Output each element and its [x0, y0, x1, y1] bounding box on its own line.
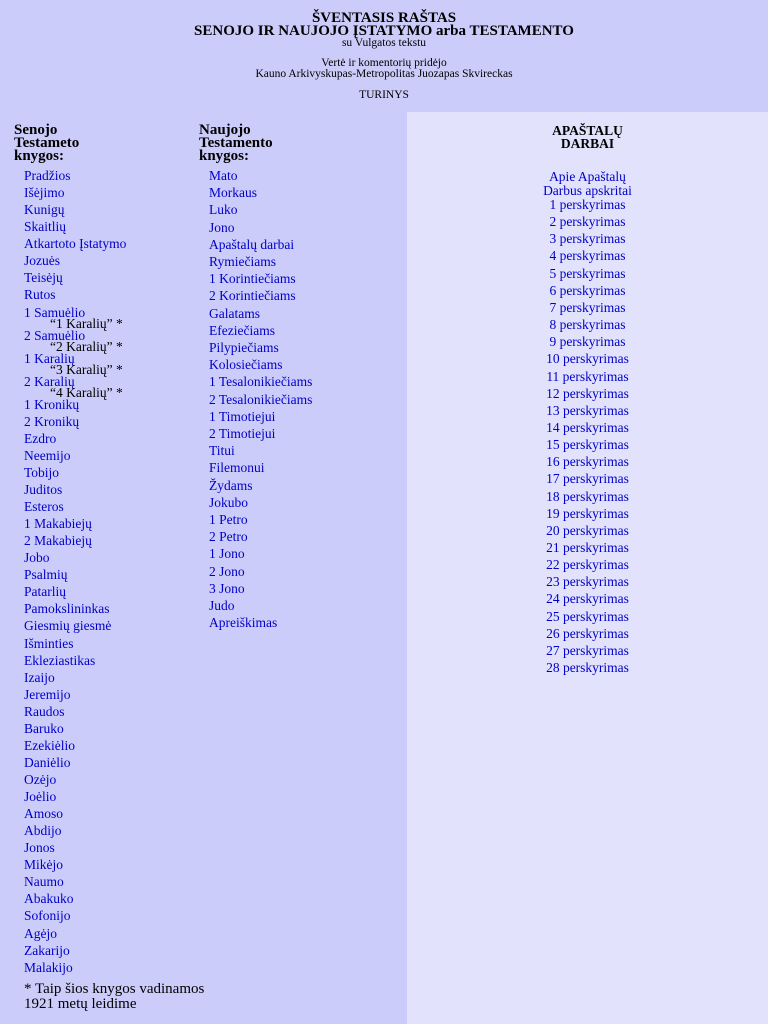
- list-item: [209, 357, 283, 372]
- old-testament-book-link[interactable]: Ezekiėlio: [24, 738, 75, 753]
- list-item: [24, 926, 57, 941]
- old-testament-book-link[interactable]: Skaitlių: [24, 219, 67, 234]
- list-item: [24, 960, 73, 975]
- acts-chapter-link[interactable]: 27 perskyrimas: [546, 642, 629, 658]
- acts-chapter-link[interactable]: 18 perskyrimas: [546, 488, 629, 504]
- new-testament-book-link[interactable]: Mato: [209, 168, 238, 183]
- list-item: [24, 351, 123, 375]
- list-item: [24, 431, 56, 446]
- list-item: [407, 197, 768, 212]
- list-item: [209, 202, 238, 217]
- new-testament-heading-line: Naujojo: [199, 122, 251, 138]
- acts-chapter-link[interactable]: 9 perskyrimas: [549, 334, 626, 350]
- old-testament-book-link[interactable]: Abdijo: [24, 823, 62, 838]
- new-testament-book-link[interactable]: 1 Tesalonikiečiams: [209, 374, 313, 390]
- list-item: [24, 202, 65, 217]
- acts-intro-line[interactable]: Darbus apskritai: [543, 183, 632, 198]
- translator-line-1: Vertė ir komentorių pridėjo: [321, 57, 447, 69]
- list-item: [209, 529, 248, 544]
- old-testament-book-link[interactable]: Naumo: [24, 874, 64, 889]
- list-item: [209, 374, 312, 389]
- old-name-note: “2 Karalių” *: [50, 339, 123, 354]
- acts-heading: [407, 124, 768, 150]
- list-item: [24, 482, 62, 497]
- list-item: [209, 237, 294, 252]
- list-item: [407, 626, 768, 641]
- acts-chapter-link[interactable]: 5 perskyrimas: [549, 265, 626, 281]
- list-item: [24, 857, 63, 872]
- new-testament-book-link[interactable]: 2 Timotiejui: [209, 426, 276, 441]
- old-testament-heading: [14, 124, 79, 163]
- acts-chapter-link[interactable]: 2 perskyrimas: [549, 214, 626, 230]
- list-item: [407, 231, 768, 246]
- list-item: [407, 266, 768, 281]
- footnote-line: 1921 metų leidime: [24, 996, 137, 1012]
- old-name-note: “3 Karalių” *: [50, 362, 123, 377]
- new-testament-book-link[interactable]: Jokubo: [209, 494, 249, 510]
- old-testament-book-link[interactable]: 2 Kronikų: [24, 414, 80, 429]
- list-item: [209, 340, 279, 355]
- old-testament-book-link[interactable]: Abakuko: [24, 891, 74, 906]
- acts-chapter-link[interactable]: 24 perskyrimas: [546, 591, 629, 607]
- list-item: [24, 789, 56, 804]
- acts-chapter-link[interactable]: 12 perskyrimas: [546, 385, 629, 401]
- list-item: [24, 806, 63, 821]
- list-item: [407, 334, 768, 349]
- list-item: [24, 636, 74, 651]
- old-testament-book-link[interactable]: Išėjimo: [24, 185, 65, 200]
- new-testament-book-link[interactable]: 2 Tesalonikiečiams: [209, 391, 313, 407]
- acts-heading-line: APAŠTALŲ: [552, 123, 623, 138]
- old-testament-book-link[interactable]: Zakarijo: [24, 943, 70, 958]
- list-item: [407, 609, 768, 624]
- new-testament-heading: [199, 124, 273, 163]
- acts-chapter-link[interactable]: 4 perskyrimas: [549, 248, 626, 264]
- new-testament-book-link[interactable]: Galatams: [209, 305, 260, 321]
- new-testament-heading-line: Testamento: [199, 135, 273, 151]
- list-item: [24, 414, 79, 429]
- old-testament-book-link[interactable]: 2 Makabiejų: [24, 533, 92, 548]
- acts-heading-line: DARBAI: [560, 136, 615, 151]
- list-item: [407, 557, 768, 572]
- old-testament-book-link[interactable]: Kunigų: [24, 202, 65, 217]
- new-testament-book-link[interactable]: Jono: [209, 219, 235, 235]
- old-testament-book-link[interactable]: Jonos: [24, 840, 55, 855]
- list-item: [209, 546, 245, 561]
- old-testament-book-link[interactable]: Daniėlio: [24, 755, 71, 770]
- vulgate-note: su Vulgatos tekstu: [341, 37, 427, 49]
- list-item: [407, 660, 768, 675]
- list-item: [407, 489, 768, 504]
- list-item: [24, 601, 110, 616]
- acts-chapter-link[interactable]: 23 perskyrimas: [546, 574, 629, 590]
- list-item: [407, 317, 768, 332]
- list-item: [209, 564, 245, 579]
- page-header: [0, 0, 768, 110]
- list-item: [24, 448, 71, 463]
- footnote-line: * Taip šios knygos vadinamos: [24, 981, 205, 997]
- list-item: [407, 403, 768, 418]
- list-item: [209, 185, 257, 200]
- old-name-note: “4 Karalių” *: [50, 385, 123, 400]
- new-testament-book-link[interactable]: 2 Jono: [209, 563, 245, 579]
- new-testament-book-link[interactable]: Apreiškimas: [209, 615, 278, 631]
- old-testament-book-link[interactable]: Psalmių: [24, 567, 68, 582]
- old-testament-book-link[interactable]: 1 Karalių: [24, 351, 75, 366]
- acts-chapter-link[interactable]: 14 perskyrimas: [546, 419, 629, 435]
- new-testament-book-link[interactable]: 1 Petro: [209, 512, 248, 527]
- list-item: [24, 891, 74, 906]
- list-item: [24, 721, 64, 736]
- old-testament-book-link[interactable]: Teisėjų: [24, 270, 63, 285]
- acts-chapter-link[interactable]: 15 perskyrimas: [546, 437, 629, 453]
- old-testament-book-link[interactable]: Rutos: [24, 287, 56, 302]
- list-item: [209, 512, 248, 527]
- list-item: [24, 840, 55, 855]
- list-item: [24, 670, 55, 685]
- list-item: [24, 874, 64, 889]
- old-testament-book-link[interactable]: Tobijo: [24, 465, 60, 480]
- list-item: [24, 584, 66, 599]
- list-item: [209, 478, 253, 493]
- list-item: [407, 420, 768, 435]
- new-testament-book-link[interactable]: 1 Jono: [209, 546, 245, 562]
- list-item: [407, 574, 768, 589]
- acts-chapter-link[interactable]: 21 perskyrimas: [546, 540, 629, 555]
- list-item: [24, 943, 70, 958]
- acts-chapter-link[interactable]: 25 perskyrimas: [546, 608, 629, 624]
- page-title: ŠVENTASIS RAŠTAS: [311, 10, 457, 26]
- old-testament-book-link[interactable]: Esteros: [24, 499, 64, 514]
- list-item: [407, 214, 768, 229]
- old-testament-book-link[interactable]: Atkartoto Įstatymo: [24, 236, 127, 251]
- new-testament-book-link[interactable]: Titui: [209, 443, 235, 459]
- old-testament-book-link[interactable]: Jobo: [24, 550, 50, 565]
- new-testament-book-link[interactable]: 1 Timotiejui: [209, 408, 276, 424]
- list-item: [209, 409, 275, 424]
- list-item: [24, 567, 68, 582]
- new-testament-book-link[interactable]: Apaštalų darbai: [209, 236, 295, 252]
- acts-intro-line[interactable]: Apie Apaštalų: [549, 169, 626, 184]
- old-testament-book-link[interactable]: 1 Samuėlio: [24, 305, 86, 320]
- list-item: [24, 653, 95, 668]
- footnote: [24, 982, 204, 1012]
- acts-chapter-link[interactable]: 13 perskyrimas: [546, 402, 629, 418]
- list-item: [24, 328, 123, 352]
- list-item: [407, 437, 768, 452]
- list-item: [407, 471, 768, 486]
- list-item: [24, 687, 71, 702]
- old-testament-heading-line: Senojo: [14, 122, 58, 138]
- acts-chapter-link[interactable]: 8 perskyrimas: [549, 317, 626, 333]
- list-item: [24, 908, 71, 923]
- list-item: [24, 738, 75, 753]
- acts-chapter-link[interactable]: 6 perskyrimas: [549, 282, 626, 298]
- list-item: [209, 443, 235, 458]
- old-testament-book-link[interactable]: Ozėjo: [24, 772, 57, 787]
- list-item: [209, 615, 277, 630]
- old-testament-book-link[interactable]: Jeremijo: [24, 687, 71, 702]
- old-testament-book-link[interactable]: 2 Karalių: [24, 374, 75, 389]
- list-item: [209, 254, 276, 269]
- list-item: [24, 219, 66, 234]
- list-item: [407, 523, 768, 538]
- new-testament-heading-line: knygos:: [199, 148, 250, 164]
- new-testament-book-link[interactable]: Rymiečiams: [209, 254, 276, 269]
- old-testament-book-link[interactable]: Jozuės: [24, 253, 60, 268]
- list-item: [24, 236, 126, 251]
- list-item: [24, 755, 71, 770]
- list-item: [407, 591, 768, 606]
- new-testament-book-link[interactable]: 2 Korintiečiams: [209, 288, 296, 304]
- list-item: [407, 248, 768, 263]
- list-item: [24, 499, 64, 514]
- acts-chapter-link[interactable]: 19 perskyrimas: [546, 505, 629, 521]
- old-testament-book-link[interactable]: Sofonijo: [24, 908, 71, 923]
- list-item: [209, 426, 275, 441]
- list-item: [24, 287, 56, 302]
- old-testament-book-link[interactable]: Pamokslininkas: [24, 601, 110, 616]
- list-item: [24, 185, 65, 200]
- list-item: [24, 305, 123, 329]
- new-testament-book-link[interactable]: Efeziečiams: [209, 322, 275, 338]
- old-testament-book-link[interactable]: Išminties: [24, 636, 74, 651]
- list-item: [24, 516, 92, 531]
- list-item: [24, 397, 79, 412]
- contents-heading: TURINYS: [359, 89, 409, 101]
- list-item: [24, 374, 123, 398]
- old-testament-book-link[interactable]: Mikėjo: [24, 857, 63, 872]
- list-item: [24, 465, 59, 480]
- new-testament-book-link[interactable]: 2 Petro: [209, 529, 248, 545]
- translator-line-2: Kauno Arkivyskupas-Metropolitas Juozapas Skvireckas: [255, 68, 513, 80]
- old-testament-heading-line: knygos:: [14, 148, 65, 164]
- new-testament-book-link[interactable]: Morkaus: [209, 185, 257, 201]
- list-item: [407, 540, 768, 555]
- old-testament-book-link[interactable]: 2 Samuėlio: [24, 328, 86, 343]
- acts-chapter-link[interactable]: 7 perskyrimas: [549, 299, 626, 315]
- list-item: [209, 288, 296, 303]
- list-item: [209, 323, 275, 338]
- list-item: [209, 168, 238, 183]
- acts-chapter-link[interactable]: 22 perskyrimas: [546, 557, 629, 573]
- old-testament-book-link[interactable]: Ezdro: [24, 431, 57, 446]
- list-item: [407, 454, 768, 469]
- list-item: [407, 369, 768, 384]
- acts-chapter-link[interactable]: 11 perskyrimas: [546, 368, 629, 384]
- new-testament-book-link[interactable]: Judo: [209, 598, 235, 613]
- old-testament-book-link[interactable]: 1 Makabiejų: [24, 516, 92, 531]
- old-testament-book-link[interactable]: Amoso: [24, 806, 64, 821]
- old-testament-book-link[interactable]: Malakijo: [24, 960, 73, 975]
- old-testament-book-link[interactable]: Joėlio: [24, 789, 57, 804]
- page-subtitle: SENOJO IR NAUJOJO ĮSTATYMO arba TESTAMENTO: [194, 23, 574, 39]
- acts-chapter-link[interactable]: 16 perskyrimas: [546, 454, 629, 470]
- list-item: [24, 704, 65, 719]
- acts-chapter-link[interactable]: 20 perskyrimas: [546, 522, 629, 538]
- list-item: [24, 823, 62, 838]
- list-item: [209, 495, 248, 510]
- acts-chapter-link[interactable]: 26 perskyrimas: [546, 625, 629, 641]
- old-testament-book-link[interactable]: Ekleziastikas: [24, 653, 96, 668]
- new-testament-book-link[interactable]: Žydams: [209, 477, 253, 493]
- list-item: [407, 506, 768, 521]
- acts-intro-link[interactable]: [407, 170, 768, 198]
- list-item: [209, 581, 245, 596]
- list-item: [24, 253, 60, 268]
- list-item: [209, 306, 260, 321]
- list-item: [407, 643, 768, 658]
- list-item: [209, 220, 235, 235]
- old-testament-book-link[interactable]: Izaijo: [24, 670, 55, 685]
- new-testament-book-link[interactable]: Pilypiečiams: [209, 340, 279, 355]
- list-item: [209, 598, 235, 613]
- old-testament-heading-line: Testameto: [14, 135, 80, 151]
- list-item: [24, 533, 92, 548]
- old-testament-book-link[interactable]: 1 Kronikų: [24, 397, 80, 412]
- new-testament-book-link[interactable]: Luko: [209, 202, 238, 218]
- old-testament-book-link[interactable]: Agėjo: [24, 926, 57, 941]
- acts-chapter-link[interactable]: 3 perskyrimas: [549, 231, 626, 247]
- new-testament-book-link[interactable]: Kolosiečiams: [209, 357, 283, 373]
- old-testament-book-link[interactable]: Raudos: [24, 704, 65, 719]
- list-item: [407, 351, 768, 366]
- old-name-note: “1 Karalių” *: [50, 316, 123, 331]
- acts-chapter-link[interactable]: 28 perskyrimas: [546, 660, 629, 676]
- acts-chapter-link[interactable]: 10 perskyrimas: [546, 351, 629, 367]
- old-testament-book-link[interactable]: Pradžios: [24, 168, 71, 183]
- list-item: [407, 300, 768, 315]
- acts-chapter-link[interactable]: 1 perskyrimas: [549, 197, 626, 212]
- list-item: [24, 772, 56, 787]
- old-testament-book-link[interactable]: Giesmių giesmė: [24, 618, 112, 633]
- new-testament-book-link[interactable]: 1 Korintiečiams: [209, 271, 296, 287]
- list-item: [209, 271, 296, 286]
- old-testament-book-link[interactable]: Patarlių: [24, 584, 66, 599]
- new-testament-book-link[interactable]: 3 Jono: [209, 580, 245, 596]
- old-testament-book-link[interactable]: Baruko: [24, 721, 64, 736]
- list-item: [209, 392, 312, 407]
- list-item: [24, 168, 71, 183]
- list-item: [407, 283, 768, 298]
- old-testament-book-link[interactable]: Juditos: [24, 482, 63, 497]
- list-item: [24, 550, 50, 565]
- list-item: [407, 386, 768, 401]
- list-item: [24, 270, 63, 285]
- list-item: [209, 460, 265, 475]
- list-item: [24, 618, 111, 633]
- new-testament-book-link[interactable]: Filemonui: [209, 460, 265, 476]
- acts-chapter-link[interactable]: 17 perskyrimas: [546, 471, 629, 487]
- old-testament-book-link[interactable]: Neemijo: [24, 448, 71, 463]
